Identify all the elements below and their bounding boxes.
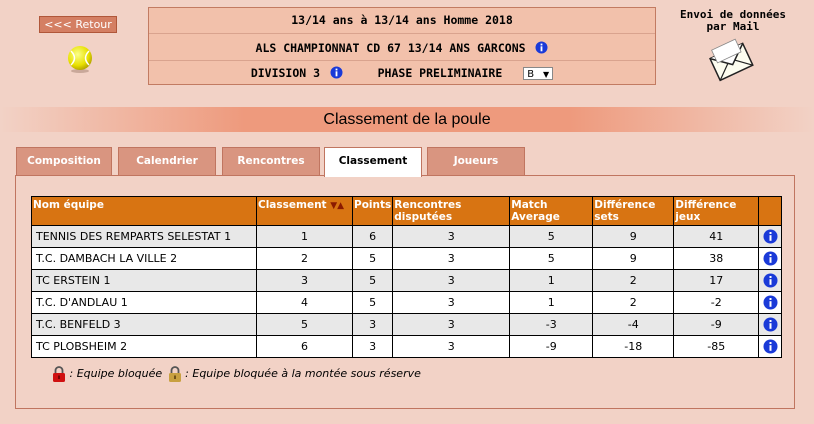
rank-cell: 1 xyxy=(257,226,353,248)
diff-sets-cell: 9 xyxy=(593,226,674,248)
mail-title: Envoi de données par Mail xyxy=(680,8,786,33)
legend-blocked-up: : Equipe bloquée à la montée sous réserve xyxy=(185,367,421,380)
division-line xyxy=(149,66,655,80)
tab-joueurs[interactable]: Joueurs xyxy=(427,147,525,175)
tab-composition[interactable]: Composition xyxy=(16,147,112,175)
back-button[interactable]: <<< Retour xyxy=(39,16,117,33)
category-line: 13/14 ans à 13/14 ans Homme 2018 xyxy=(291,13,513,27)
points-cell: 6 xyxy=(353,226,393,248)
info-cell xyxy=(759,292,782,314)
info-icon[interactable] xyxy=(535,41,548,54)
col-team[interactable]: Nom équipe xyxy=(32,197,257,226)
diff-sets-cell: 2 xyxy=(593,270,674,292)
lock-gold-icon xyxy=(168,366,182,382)
points-cell: 5 xyxy=(353,270,393,292)
matches-cell: 3 xyxy=(393,336,510,358)
division-label: DIVISION 3 xyxy=(250,66,321,80)
table-row xyxy=(32,270,782,292)
sort-arrows-icon[interactable]: ▼▲ xyxy=(330,201,345,211)
diff-games-cell: -2 xyxy=(674,292,759,314)
team-name: TC ERSTEIN 1 xyxy=(32,270,257,292)
matches-cell: 3 xyxy=(393,314,510,336)
points-cell: 5 xyxy=(353,292,393,314)
team-name: T.C. D'ANDLAU 1 xyxy=(32,292,257,314)
ranking-table xyxy=(31,196,782,358)
diff-sets-cell: -18 xyxy=(593,336,674,358)
info-icon[interactable] xyxy=(763,295,778,310)
rank-cell: 4 xyxy=(257,292,353,314)
matches-cell: 3 xyxy=(393,248,510,270)
phase-label: PHASE PRELIMINAIRE xyxy=(377,66,503,80)
table-row xyxy=(32,314,782,336)
match-average-cell: 1 xyxy=(510,270,593,292)
info-cell xyxy=(759,314,782,336)
tennis-ball-icon xyxy=(66,45,94,73)
match-average-cell: -3 xyxy=(510,314,593,336)
info-cell xyxy=(759,248,782,270)
championship-name: ALS CHAMPIONNAT CD 67 13/14 ANS GARCONS xyxy=(255,41,526,55)
col-points[interactable]: Points xyxy=(353,197,393,226)
diff-games-cell: -85 xyxy=(674,336,759,358)
points-cell: 5 xyxy=(353,248,393,270)
table-row xyxy=(32,248,782,270)
legend-blocked: : Equipe bloquée xyxy=(69,367,163,380)
col-matches[interactable]: Rencontres disputées xyxy=(393,197,510,226)
match-average-cell: 5 xyxy=(510,226,593,248)
col-diff-sets[interactable]: Différence sets xyxy=(593,197,674,226)
diff-sets-cell: -4 xyxy=(593,314,674,336)
match-average-cell: 1 xyxy=(510,292,593,314)
col-diff-games[interactable]: Différence jeux xyxy=(674,197,759,226)
matches-cell: 3 xyxy=(393,292,510,314)
info-icon[interactable] xyxy=(763,273,778,288)
diff-games-cell: 38 xyxy=(674,248,759,270)
tab-classement[interactable]: Classement xyxy=(324,147,422,177)
matches-cell: 3 xyxy=(393,270,510,292)
table-row xyxy=(32,336,782,358)
points-cell: 3 xyxy=(353,314,393,336)
info-cell xyxy=(759,336,782,358)
lock-red-icon xyxy=(52,366,66,382)
rank-cell: 5 xyxy=(257,314,353,336)
team-name: T.C. BENFELD 3 xyxy=(32,314,257,336)
section-title: Classement de la poule xyxy=(323,111,491,128)
envelope-icon[interactable] xyxy=(708,38,754,84)
col-rank[interactable]: Classement ▼▲ xyxy=(257,197,353,226)
rank-cell: 2 xyxy=(257,248,353,270)
tab-calendrier[interactable]: Calendrier xyxy=(118,147,216,175)
col-info xyxy=(759,197,782,226)
competition-info-box xyxy=(148,7,656,85)
table-header-row xyxy=(32,197,782,226)
points-cell: 3 xyxy=(353,336,393,358)
diff-games-cell: -9 xyxy=(674,314,759,336)
legend xyxy=(52,366,421,382)
info-icon[interactable] xyxy=(763,317,778,332)
rank-cell: 3 xyxy=(257,270,353,292)
info-icon[interactable] xyxy=(763,229,778,244)
info-icon[interactable] xyxy=(330,66,343,79)
rank-cell: 6 xyxy=(257,336,353,358)
chevron-down-icon: ▼ xyxy=(543,70,550,79)
phase-select[interactable]: B ▼ xyxy=(523,67,553,80)
section-title-band xyxy=(0,107,814,132)
info-cell xyxy=(759,270,782,292)
table-row xyxy=(32,226,782,248)
matches-cell: 3 xyxy=(393,226,510,248)
team-name: TENNIS DES REMPARTS SELESTAT 1 xyxy=(32,226,257,248)
diff-games-cell: 17 xyxy=(674,270,759,292)
championship-line xyxy=(149,41,655,55)
match-average-cell: 5 xyxy=(510,248,593,270)
diff-sets-cell: 9 xyxy=(593,248,674,270)
col-match-average[interactable]: Match Average xyxy=(510,197,593,226)
team-name: TC PLOBSHEIM 2 xyxy=(32,336,257,358)
info-cell xyxy=(759,226,782,248)
diff-sets-cell: 2 xyxy=(593,292,674,314)
diff-games-cell: 41 xyxy=(674,226,759,248)
match-average-cell: -9 xyxy=(510,336,593,358)
team-name: T.C. DAMBACH LA VILLE 2 xyxy=(32,248,257,270)
tab-rencontres[interactable]: Rencontres xyxy=(222,147,320,175)
info-icon[interactable] xyxy=(763,339,778,354)
table-row xyxy=(32,292,782,314)
info-icon[interactable] xyxy=(763,251,778,266)
